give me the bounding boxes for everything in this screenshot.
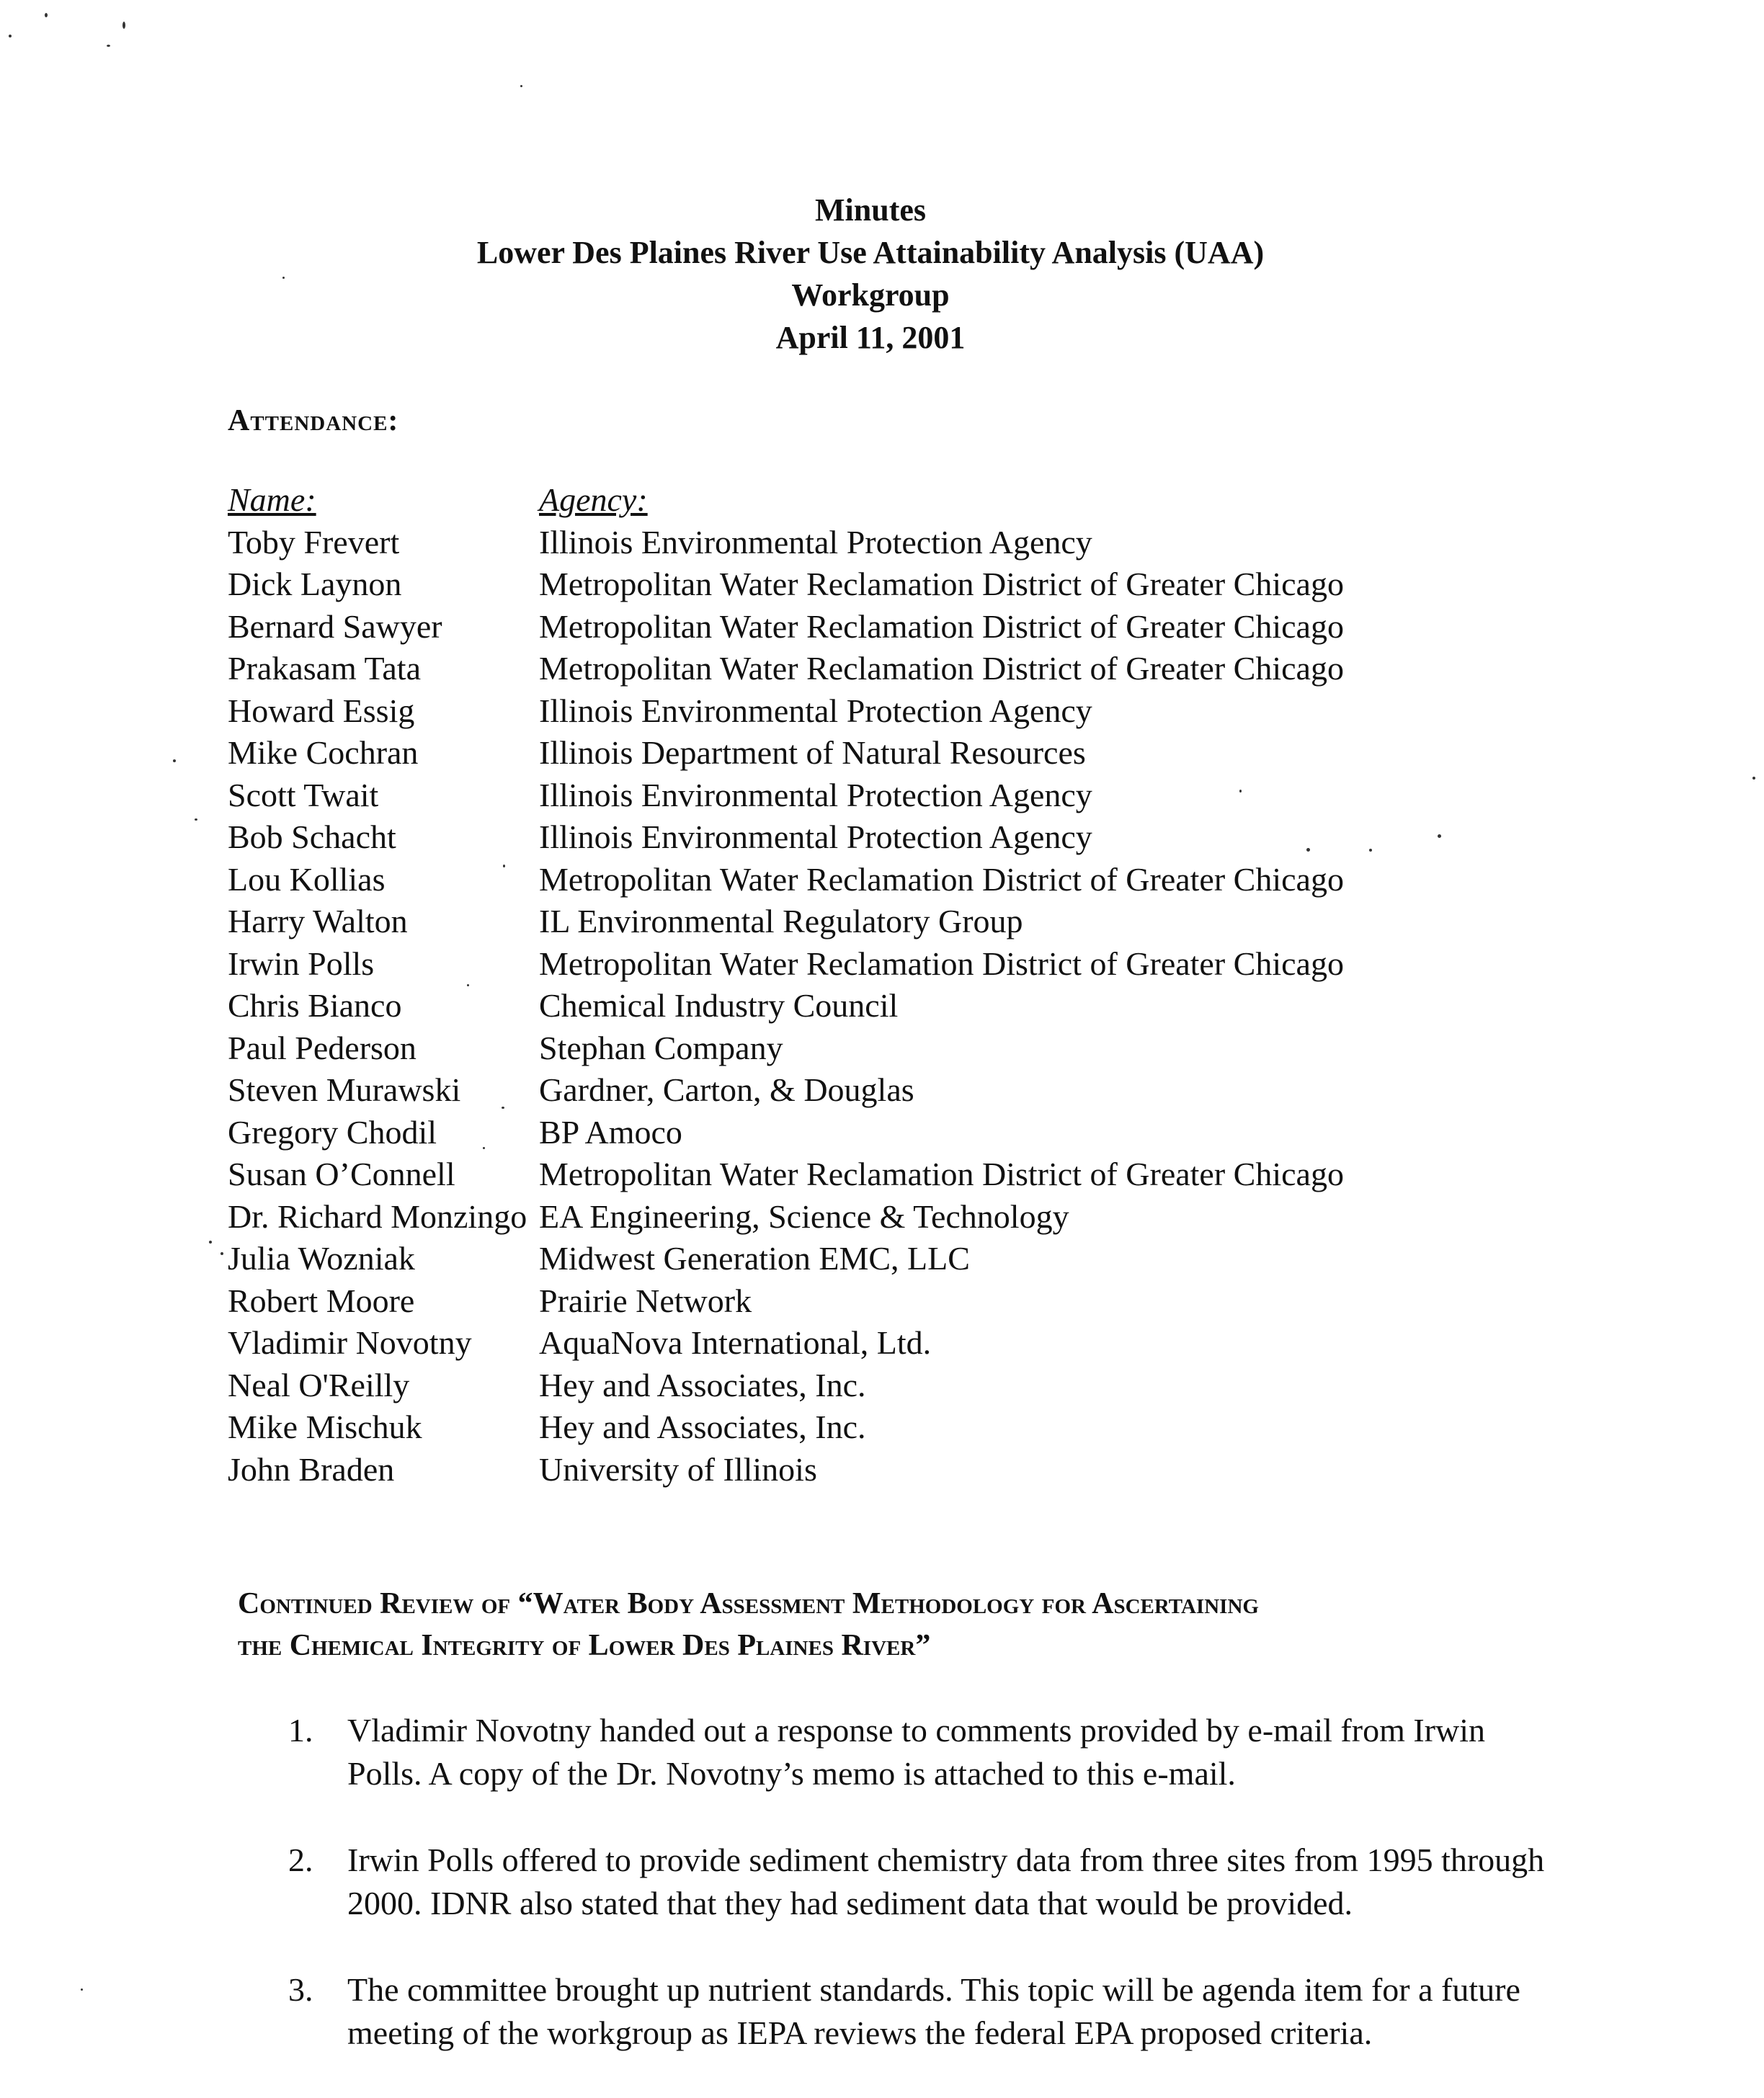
attendee-agency: Illinois Environmental Protection Agency — [539, 523, 1092, 561]
document-date: April 11, 2001 — [775, 320, 966, 355]
attendee-agency: Hey and Associates, Inc. — [539, 1366, 866, 1403]
scan-speck — [9, 35, 12, 37]
document-title: Minutes — [815, 192, 926, 228]
attendee-agency: IL Environmental Regulatory Group — [539, 903, 1023, 939]
attendee-name: Steven Murawski — [228, 1071, 461, 1108]
scan-speck — [520, 85, 522, 87]
attendee-agency: Metropolitan Water Reclamation District of Greater Chicago — [539, 945, 1344, 982]
attendee-name: Lou Kollias — [228, 860, 386, 898]
review-item-text: Irwin Polls offered to provide sediment chemistry data from three sites from 1995 through 2000. IDNR also stated that they had sediment data that would be provided. — [347, 1842, 1545, 1921]
attendee-agency: Stephan Company — [539, 1029, 783, 1066]
review-section-heading — [238, 1583, 1607, 1666]
attendee-name: Gregory Chodil — [228, 1113, 437, 1151]
scan-speck — [209, 1241, 212, 1244]
review-item-number: 2. — [288, 1842, 313, 1878]
review-item-number: 3. — [288, 1971, 313, 2008]
document-subtitle: Lower Des Plaines River Use Attainability Analysis (UAA) — [476, 235, 1265, 270]
agency-column-header: Agency: — [539, 481, 648, 518]
scan-speck — [502, 1107, 504, 1109]
attendee-name: Irwin Polls — [228, 945, 375, 982]
scan-speck — [483, 1147, 485, 1149]
attendee-agency: Metropolitan Water Reclamation District of Greater Chicago — [539, 607, 1344, 645]
attendee-name: Paul Pederson — [228, 1029, 416, 1066]
name-column-header: Name: — [228, 481, 316, 518]
scan-speck — [1438, 834, 1441, 838]
attendee-name: Vladimir Novotny — [228, 1324, 472, 1361]
scan-speck — [107, 45, 110, 47]
scan-speck — [1239, 790, 1242, 793]
attendee-agency: University of Illinois — [539, 1450, 817, 1488]
scan-speck — [195, 818, 197, 821]
review-item — [288, 1968, 1556, 2055]
scan-speck — [45, 13, 48, 17]
attendee-name: Bob Schacht — [228, 818, 396, 855]
attendee-agency: Illinois Environmental Protection Agency — [539, 776, 1092, 813]
attendee-agency: BP Amoco — [539, 1113, 682, 1151]
attendee-agency: Midwest Generation EMC, LLC — [539, 1240, 970, 1277]
review-item-text: Vladimir Novotny handed out a response to comments provided by e-mail from Irwin Polls. A copy of the Dr. Novotny’s memo is attached to this e-mail. — [347, 1712, 1485, 1792]
scan-speck — [503, 865, 505, 867]
attendee-name: Mike Mischuk — [228, 1409, 422, 1445]
attendee-name: Prakasam Tata — [228, 650, 422, 687]
attendee-agency: Metropolitan Water Reclamation District of Greater Chicago — [539, 650, 1344, 687]
document-group: Workgroup — [791, 277, 950, 313]
attendee-agency: Prairie Network — [539, 1282, 752, 1319]
attendee-agency: EA Engineering, Science & Technology — [539, 1197, 1069, 1235]
scan-speck — [1369, 849, 1372, 852]
review-items-list — [288, 1709, 1556, 2098]
attendee-name: Susan O’Connell — [228, 1156, 455, 1192]
review-item — [288, 1709, 1556, 1795]
attendee-name: Dr. Richard Monzingo — [228, 1197, 527, 1235]
review-item-number: 1. — [288, 1712, 313, 1749]
attendee-name: Bernard Sawyer — [228, 607, 442, 645]
document-header — [0, 189, 1764, 359]
scan-speck — [81, 1988, 83, 1991]
attendee-agency: Chemical Industry Council — [539, 987, 899, 1024]
review-item — [288, 1839, 1556, 1925]
attendee-name: Scott Twait — [228, 776, 379, 813]
attendee-agency: AquaNova International, Ltd. — [539, 1324, 932, 1361]
attendee-name: Dick Laynon — [228, 566, 402, 602]
attendee-agency: Gardner, Carton, & Douglas — [539, 1071, 914, 1108]
attendee-agency: Illinois Environmental Protection Agency — [539, 692, 1092, 729]
attendee-name: Mike Cochran — [228, 734, 419, 771]
scan-speck — [467, 984, 469, 986]
review-item-text: The committee brought up nutrient standards. This topic will be agenda item for a future meeting of the workgroup as IEPA reviews the federal EPA proposed criteria. — [347, 1971, 1520, 2051]
attendee-agency: Metropolitan Water Reclamation District of Greater Chicago — [539, 566, 1344, 602]
attendee-name: Harry Walton — [228, 903, 408, 939]
attendee-name: John Braden — [228, 1450, 395, 1488]
attendee-agency: Metropolitan Water Reclamation District of Greater Chicago — [539, 1156, 1344, 1192]
attendee-name: Toby Frevert — [228, 523, 400, 561]
attendee-agency: Hey and Associates, Inc. — [539, 1409, 866, 1445]
scan-speck — [1306, 848, 1310, 852]
attendee-name: Robert Moore — [228, 1282, 415, 1319]
attendee-agency: Illinois Department of Natural Resources — [539, 734, 1086, 771]
attendee-agency: Metropolitan Water Reclamation District of Greater Chicago — [539, 860, 1344, 898]
attendance-heading: Attendance: — [228, 404, 399, 437]
scan-speck — [1752, 777, 1755, 780]
attendee-name: Julia Wozniak — [228, 1240, 415, 1277]
scan-speck — [122, 22, 125, 29]
review-heading-line-1: Continued Review of “Water Body Assessment Methodology for Ascertaining — [238, 1587, 1259, 1620]
scan-speck — [220, 1252, 223, 1255]
attendee-name: Neal O'Reilly — [228, 1366, 410, 1403]
review-heading-line-2: the Chemical Integrity of Lower Des Plaines River” — [238, 1629, 931, 1662]
attendee-agency: Illinois Environmental Protection Agency — [539, 818, 1092, 855]
attendee-name: Howard Essig — [228, 692, 415, 729]
scan-speck — [173, 759, 176, 762]
attendee-name: Chris Bianco — [228, 987, 402, 1024]
